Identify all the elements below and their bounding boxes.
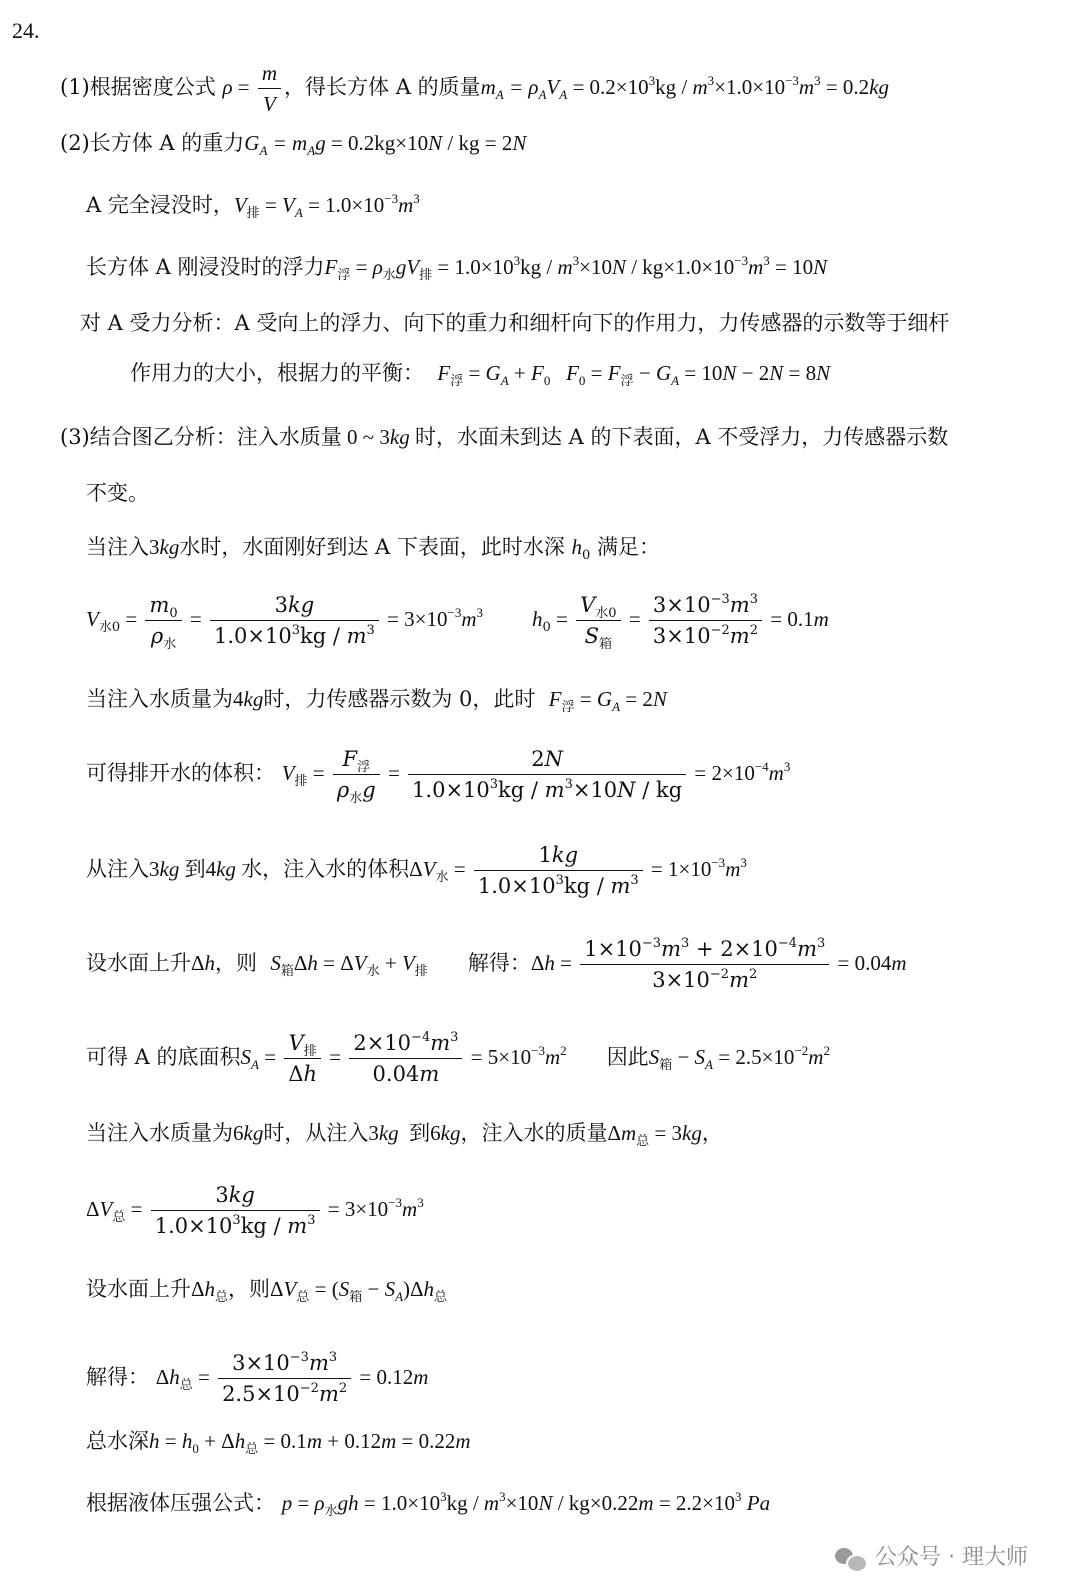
part3-line9-b: 因此 (606, 1045, 649, 1069)
mass-formula: $m_A = \rho_AV_A$ (480, 75, 568, 102)
part3-line10-c: 到 (409, 1121, 431, 1145)
part1-text-mid: ，得长方体 A 的质量 (284, 75, 481, 99)
part2-line5: 作用力的大小，根据力的平衡： $F_浮 = G_A + F_0$ $F_0 = F_浮 - G_A = 10N - 2N = 8N$ (130, 361, 831, 389)
problem-number: 24. (12, 18, 40, 43)
part3-line10-a: 当注入水质量为 (86, 1121, 233, 1145)
part3-line6: 可得排开水的体积： $V_排$ = $\frac{F_浮}{\rho_水g}$ = $\frac{2N}{1.0\times 10^3kg / m^3\times 10N / kg}$ = $2\times 10^{-4}m^3$ (86, 744, 790, 805)
part3-line10: 当注入水质量为6kg时，从注入3kg 到6kg，注入水的质量$\Delta m_总 = 3kg$， (86, 1121, 723, 1148)
density-fraction: $\frac{m}{V}$ (258, 58, 281, 119)
wechat-icon (835, 1546, 865, 1570)
density-formula: ρ (222, 75, 233, 99)
part3-line8-b: ，则 (215, 951, 258, 975)
part3-label-rest: 时，水面未到达 A 的下表面，A 不受浮力，力传感器示数 (414, 425, 949, 449)
part2-line3: 长方体 A 刚浸没时的浮力$F_浮 = \rho_水gV_排 = 1.0\times 10^3kg / m^3\times 10N / kg\times 1.0\times 10^{-3}m^3 = 10N$ (86, 253, 828, 283)
part3-line3-b: 水时，水面刚好到达 A 下表面，此时水深 (179, 535, 565, 559)
part3-h0-eq: $h_0$ = $\frac{V_{水0}}{S_箱}$ = $\frac{3\times 10^{-3}m^3}{3\times 10^{-2}m^2}$ = 0.1m (532, 592, 829, 652)
part3-line8-a: 设水面上升 (86, 951, 191, 975)
part2-line2: A 完全浸没时，$V_排 = V_A = 1.0\times 10^{-3}m^3$ (86, 191, 420, 221)
part3-line2: 不变。 (86, 481, 149, 505)
part3-line13: 解得： $\Delta h_总$ = $\frac{3\times 10^{-3}m^3}{2.5\times 10^{-2}m^2}$ = 0.12m (86, 1350, 429, 1406)
part2-line1: (2)长方体 A 的重力$G_A = m_Ag = 0.2kg\times 10N$ / kg = 2N (60, 131, 527, 158)
part3-line3-a: 当注入 (86, 535, 149, 559)
part3-line7: 从注入3kg 到4kg 水，注入水的体积$\Delta V_水$ = $\frac{1kg}{1.0\times 10^3kg / m^3}$ = $1\times 10^{-3}m^3$ (86, 840, 747, 901)
watermark-text: 公众号 · 理大师 (875, 1545, 1028, 1570)
part3-line3-c: 满足： (597, 535, 660, 559)
part3-line5-b: 时，力传感器示数为 0，此时 (263, 687, 536, 711)
part3-line15: 根据液体压强公式： $p = \rho_水gh = 1.0\times 10^3kg / m^3\times 10N / kg\times 0.22m = 2.2\times 10^3$ Pa (86, 1489, 771, 1518)
part2-line5-label: 作用力的大小，根据力的平衡： (130, 361, 424, 385)
watermark (835, 1540, 1028, 1571)
part3-line15-label: 根据液体压强公式： (86, 1491, 275, 1515)
part3-line7-b: 到 (184, 857, 206, 881)
part2-line3-label: 长方体 A 刚浸没时的浮力 (86, 255, 325, 279)
part3-line13-label: 解得： (86, 1365, 149, 1389)
part3-line8-c: 解得： (467, 951, 531, 975)
part3-line3: 当注入3kg水时，水面刚好到达 A 下表面，此时水深 $h_0$ 满足： (86, 535, 660, 563)
part2-line2-label: A 完全浸没时， (86, 193, 234, 217)
part3-line1: (3)结合图乙分析：注入水质量 0 ~ 3kg 时，水面未到达 A 的下表面，A 不受浮力，力传感器示数 (60, 425, 949, 449)
part3-line8: 设水面上升Δh，则 $S_箱\Delta h = \Delta V_水 + V_排$ 解得：Δh = $\frac{1\times 10^{-3}m^3 + 2\times 10^{-4}m^3}{3\times 10^{-2}m^2}$ = 0.04m (86, 936, 907, 992)
part3-line10-b: 时，从注入 (263, 1121, 369, 1145)
part3-line5-a: 当注入水质量为 (86, 687, 233, 711)
part3-line5: 当注入水质量为4kg时，力传感器示数为 0，此时 $F_浮 = G_A = 2N$ (86, 687, 667, 715)
part2-line4: 对 A 受力分析：A 受向上的浮力、向下的重力和细杆向下的作用力，力传感器的示数等于细杆 (80, 311, 950, 335)
part3-line7-c: 水，注入水的体积 (241, 857, 410, 881)
part3-line12: 设水面上升$\Delta h_总$，则$\Delta V_总 = (S_箱 - S_A)\Delta h_总$ (86, 1277, 448, 1304)
part3-label: (3)结合图乙分析：注入水质量 (60, 425, 342, 449)
part3-line11: $\Delta V_总$ = $\frac{3kg}{1.0\times 10^3kg / m^3}$ = $3\times 10^{-3}m^3$ (86, 1180, 424, 1241)
part1-label: (1)根据密度公式 (60, 75, 216, 99)
part3-water-volume-eq: $V_{水0}$ = $\frac{m_0}{\rho_水}$ = $\frac{3kg}{1.0\times 10^3kg / m^3}$ = $3\times 10^{-3}m^3$ (86, 590, 483, 651)
part3-line6-label: 可得排开水的体积： (86, 761, 275, 785)
part3-line7-a: 从注入 (86, 857, 149, 881)
part1-line: (1)根据密度公式 ρ = $\frac{m}{V}$ ，得长方体 A 的质量$m_A = \rho_AV_A = 0.2\times 10^3kg / m^3\times 1.0\times 10^{-3}m^3 = 0.2kg$ (60, 58, 889, 119)
part3-line9-a: 可得 A 的底面积 (86, 1045, 241, 1069)
part3-line14-label: 总水深 (86, 1429, 149, 1453)
part3-line12-a: 设水面上升 (86, 1277, 191, 1301)
part3-line10-d: ，注入水的质量 (460, 1121, 608, 1145)
part3-line12-b: ，则 (228, 1277, 271, 1301)
part3-line9: 可得 A 的底面积$S_A$ = $\frac{V_排}{\Delta h}$ = $\frac{2\times 10^{-4}m^3}{0.04m}$ = $5\times 10^{-3}m^2$ 因此$S_箱 - S_A = 2.5\times 10^{-2}m^2$ (86, 1030, 830, 1086)
part3-line14: 总水深$h = h_0 + \Delta h_总 = 0.1m + 0.12m = 0.22m$ (86, 1429, 471, 1456)
part2-label: (2)长方体 A 的重力 (60, 131, 245, 155)
